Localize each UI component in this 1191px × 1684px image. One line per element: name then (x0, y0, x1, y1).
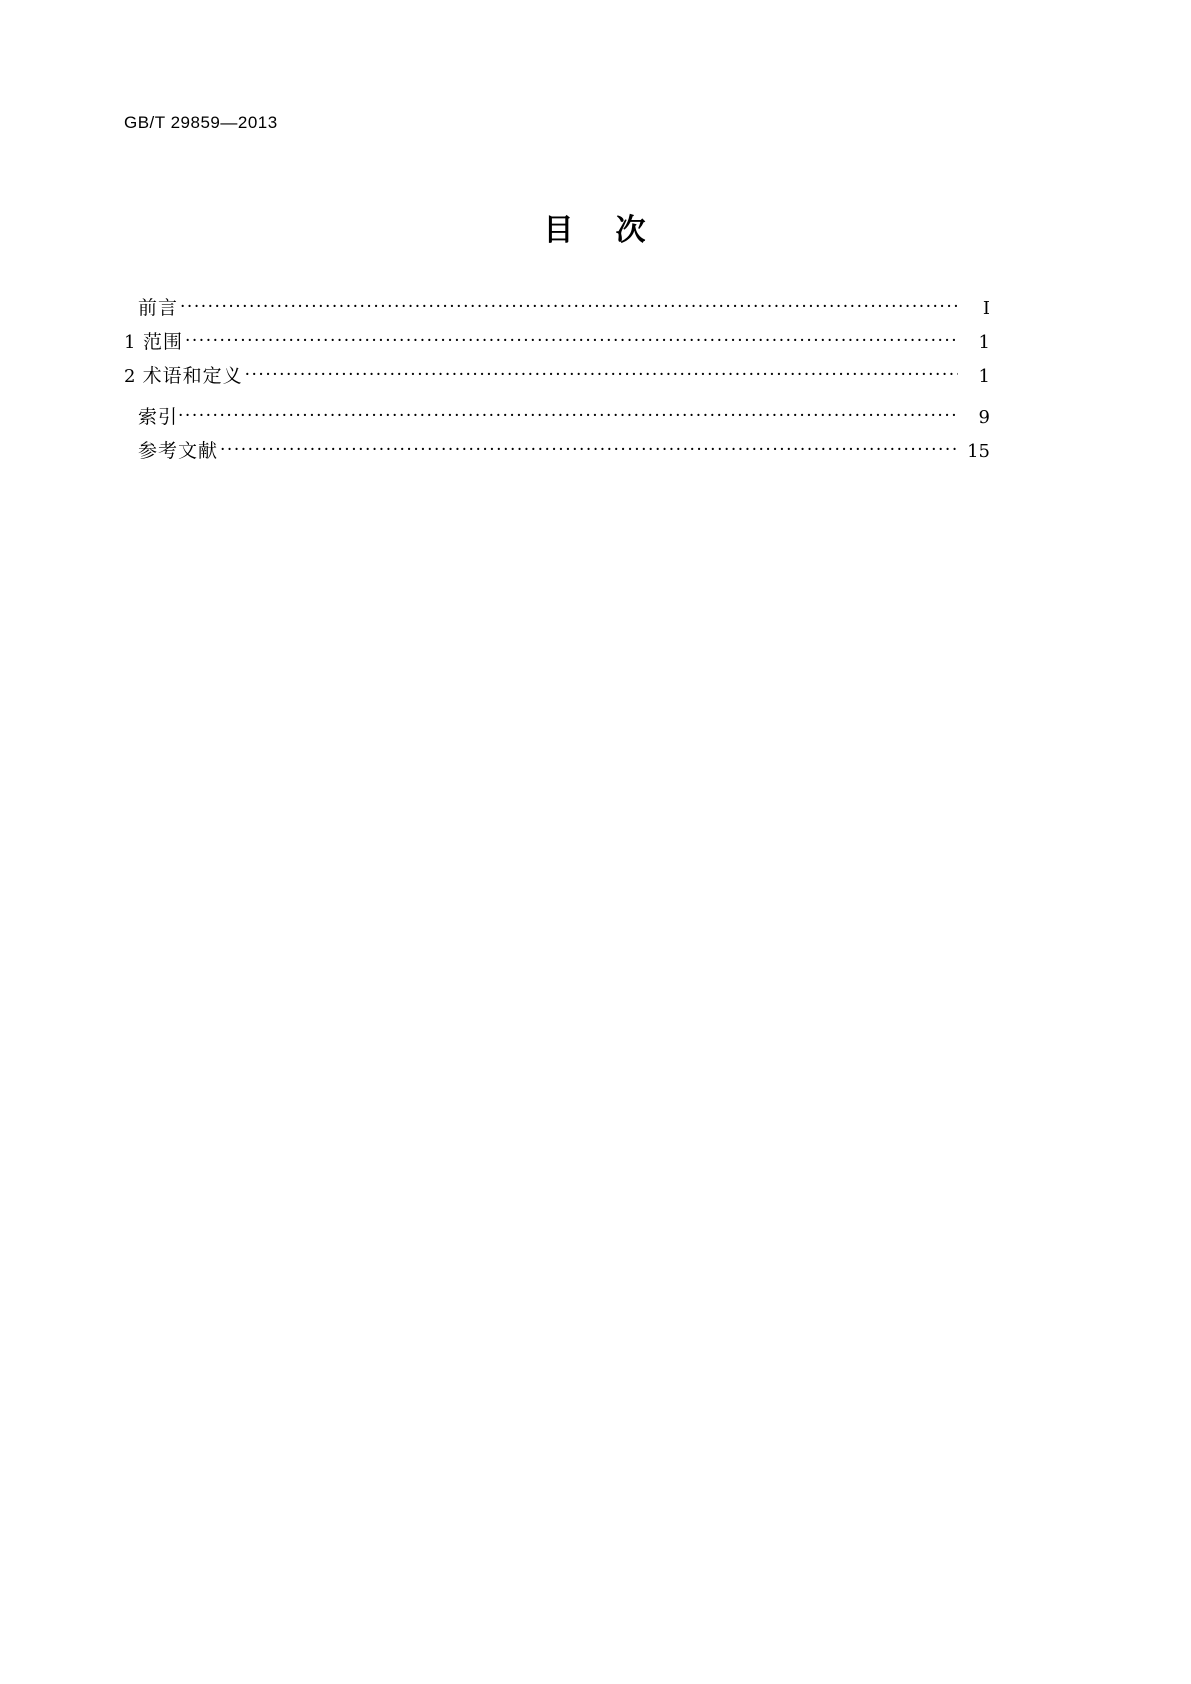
toc-leader-dots (185, 332, 958, 351)
toc-entry-page: 1 (978, 365, 990, 387)
toc-entry-page: 1 (978, 331, 990, 353)
toc-leader-dots (245, 366, 958, 385)
toc-leader-dots (178, 407, 958, 426)
toc-entry-page: 15 (967, 440, 990, 462)
page-title-left: 目 (543, 213, 576, 248)
toc-entry[interactable] (124, 298, 990, 319)
toc-entry-page: Ⅰ (982, 298, 990, 319)
toc-entry-page: 9 (978, 406, 990, 428)
toc-entry-label: 索引 (138, 405, 179, 428)
toc-leader-dots (180, 298, 958, 317)
toc-entry-label: 术语和定义 (142, 364, 243, 387)
toc-entry[interactable] (124, 441, 990, 462)
toc-entry-label: 范围 (142, 330, 183, 353)
toc-entry[interactable] (124, 407, 990, 428)
page-title-right: 次 (615, 213, 648, 248)
toc-entry-number: 1 (124, 331, 136, 353)
page-title (0, 205, 1191, 249)
toc-leader-dots (220, 441, 958, 460)
toc-entry-number: 2 (124, 365, 136, 387)
toc-entry-label: 参考文献 (138, 439, 219, 462)
toc-entry[interactable] (124, 332, 990, 353)
toc-entry[interactable] (124, 366, 990, 387)
toc-entry-label: 前言 (138, 297, 179, 319)
standard-number: GB/T 29859—2013 (124, 113, 278, 132)
table-of-contents (124, 298, 990, 474)
